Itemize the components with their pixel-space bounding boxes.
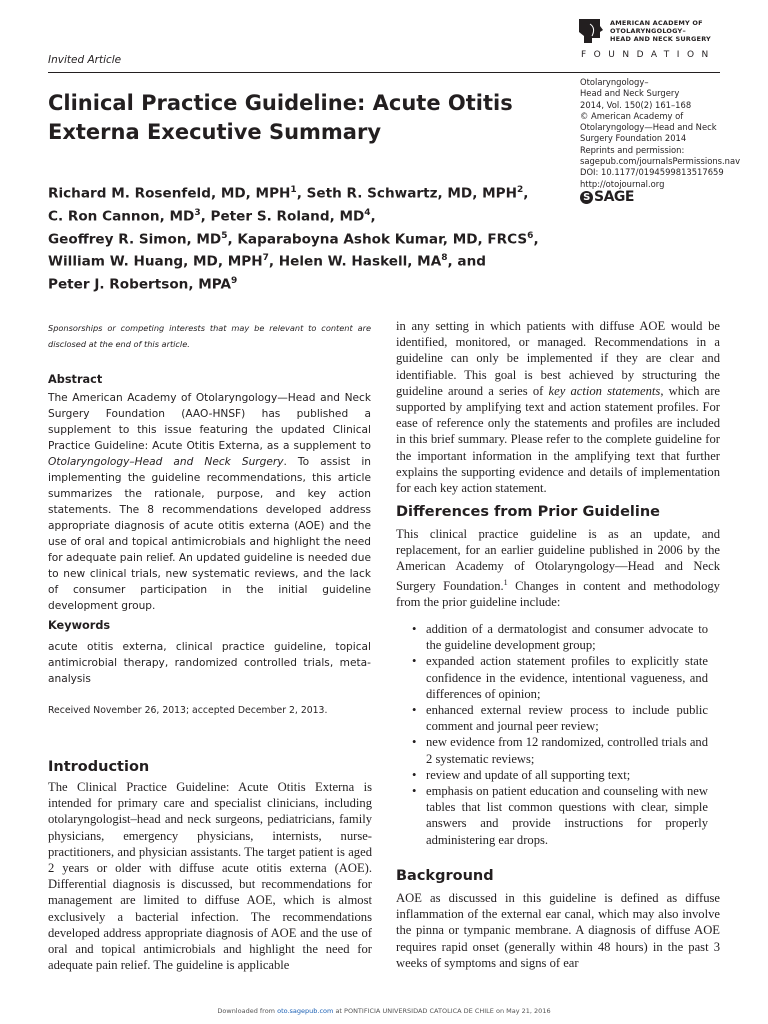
sage-s-icon: S <box>580 191 593 204</box>
background-heading: Background <box>396 868 494 884</box>
sage-name: SAGE <box>594 188 634 205</box>
emphasis-text: key action statements <box>548 383 661 398</box>
differences-text <box>396 526 720 610</box>
meta-line: Reprints and permission: <box>580 144 685 155</box>
article-title <box>48 89 568 147</box>
author: Kaparaboyna Ashok Kumar, MD, FRCS <box>237 231 528 248</box>
bullet-icon: • <box>412 703 417 718</box>
affiliation-ref: 7 <box>262 253 269 264</box>
author: Seth R. Schwartz, MD, MPH <box>306 185 517 202</box>
body-text-part: This clinical practice guideline is as an update, and replacement, for an earlier guideline published in 2006 by the American Academy of Otolaryngology—Head and Neck Surgery Foundation. <box>396 527 720 593</box>
bullet-icon: • <box>412 784 417 799</box>
logo-org-line: OTOLARYNGOLOGY– <box>610 27 686 35</box>
differences-heading: Differences from Prior Guideline <box>396 504 660 520</box>
affiliation-ref: 2 <box>516 185 524 195</box>
abstract-text-part: The American Academy of Otolaryngology—Head and Neck Surgery Foundation (AAO-HNSF) has published a supplement to this issue featuring the updated Clinical Practice Guideline: Acute Otitis Externa, as a supplement to <box>48 392 371 452</box>
permissions-link[interactable]: sagepub.com/journalsPermissions.nav <box>580 156 741 167</box>
author-sep: , <box>296 185 307 202</box>
meta-line: Surgery Foundation 2014 <box>580 133 687 144</box>
title-line: Clinical Practice Guideline: Acute Otitis <box>48 91 513 115</box>
download-footer <box>0 1007 768 1015</box>
aao-hnsf-logo <box>578 18 720 60</box>
background-text: AOE as discussed in this guideline is defined as diffuse inflammation of the external ear canal, which may also involve the pinna or tympanic membrane. A diagnosis of diffuse AOE requires rapid onset (generally within 48 hours) in the past 3 weeks of symptoms and signs of ear <box>396 891 720 970</box>
affiliation-ref: 5 <box>221 230 228 241</box>
reference-link[interactable]: 1 <box>503 577 508 587</box>
journal-metadata <box>580 77 741 205</box>
author-sep: , <box>370 208 376 225</box>
sagepub-link[interactable]: oto.sagepub.com <box>277 1007 334 1015</box>
body-text-part: , which are supported by amplifying text and action statement profiles. For ease of reference only the statements and profiles are included in this brief summary. Please refer to the complete guideline for the important information in the amplifying text that further explains the supporting evidence and details of implementation for each key action statement. <box>396 383 720 496</box>
bullet-icon: • <box>412 767 417 782</box>
meta-line: © American Academy of <box>580 110 684 121</box>
list-item <box>412 767 708 783</box>
logo-org-line: HEAD AND NECK SURGERY <box>610 35 711 43</box>
author-list <box>48 181 568 295</box>
list-item <box>412 702 708 734</box>
title-line: Externa Executive Summary <box>48 120 382 144</box>
list-item-text: review and update of all supporting text; <box>426 767 631 782</box>
author: C. Ron Cannon, MD <box>48 208 195 225</box>
footer-text: Downloaded from <box>217 1007 278 1015</box>
footer-text: at PONTIFICIA UNIVERSIDAD CATOLICA DE CHILE on May 21, 2016 <box>333 1007 551 1015</box>
introduction-text: The Clinical Practice Guideline: Acute Otitis Externa is intended for primary care and specialist clinicians, including otolaryngologist–head and neck surgeons, pediatricians, family physicians, emergency physicians, internists, nurse-practitioners, and physician assistants. The target patient is aged 2 years or older with diffuse acute otitis externa (AOE). Differential diagnosis is discussed, but recommendations for management are limited to diffuse AOE, which is almost exclusively a bacterial infection. The recommendations developed address appropriate diagnosis of AOE and the use of oral and topical antimicrobials and highlight the need for adequate pain relief. The guideline is applicable <box>48 780 372 973</box>
bullet-icon: • <box>412 654 417 669</box>
doi[interactable]: DOI: 10.1177/0194599813517659 <box>580 167 724 178</box>
bullet-icon: • <box>412 735 417 750</box>
keywords-heading: Keywords <box>48 619 111 632</box>
abstract-text <box>48 390 371 614</box>
author: William W. Huang, MD, MPH <box>48 254 263 271</box>
introduction-heading: Introduction <box>48 759 150 775</box>
list-item <box>412 653 708 702</box>
meta-line: Head and Neck Surgery <box>580 88 680 99</box>
list-item-text: addition of a dermatologist and consumer advocate to the guideline development group; <box>426 622 708 653</box>
author-sep: , <box>200 208 211 225</box>
keywords-text: acute otitis externa, clinical practice guideline, topical antimicrobial therapy, randomized controlled trials, meta-analysis <box>48 641 371 685</box>
list-item-text: expanded action statement profiles to explicitly state confidence in the evidence, intentional vagueness, and differences of opinion; <box>426 654 708 701</box>
body-text-part: in any setting in which patients with diffuse AOE would be identified, monitored, or managed. Recommendations in a guideline can only be implemented if they are clear and identifiable. This goal is best achieved by structuring the guideline around a series of <box>396 319 720 398</box>
header-rule <box>48 72 720 73</box>
list-item-text: emphasis on patient education and counseling with new tables that list common questions with clear, simple answers and provide instructions for properly administering ear drops. <box>426 784 708 847</box>
list-item-text: new evidence from 12 randomized, controlled trials and 2 systematic reviews; <box>426 735 708 766</box>
author-sep: , <box>523 185 529 202</box>
list-item <box>412 621 708 653</box>
abstract-text-part: . To assist in implementing the guideline recommendations, this article summarizes the rationale, purpose, and key action statements. The 8 recommendations developed address appropriate diagnosis of acute otitis externa (AOE) and the use of oral and topical antimicrobials and highlight the need for adequate pain relief. An updated guideline is needed due to new clinical trials, new systematic reviews, and the lack of consumer participation in the initial guideline development group. <box>48 456 371 612</box>
author-sep: , <box>533 231 539 248</box>
introduction-continuation <box>396 318 720 496</box>
affiliation-ref: 9 <box>231 276 238 287</box>
author-sep: , and <box>447 254 486 271</box>
bullet-icon: • <box>412 622 417 636</box>
article-type-label: Invited Article <box>48 54 122 66</box>
affiliation-ref: 1 <box>290 185 297 195</box>
author: Peter J. Robertson, MPA <box>48 276 232 293</box>
changes-list <box>412 621 708 848</box>
journal-name: Otolaryngology–Head and Neck Surgery <box>48 456 284 468</box>
affiliation-ref: 3 <box>194 207 201 218</box>
sage-logo <box>580 188 730 205</box>
meta-line: 2014, Vol. 150(2) 161–168 <box>580 99 692 110</box>
abstract-heading: Abstract <box>48 373 103 386</box>
affiliation-ref: 8 <box>441 253 448 264</box>
list-item-text: enhanced external review process to include public comment and journal peer review; <box>426 703 708 734</box>
logo-foundation: FOUNDATION <box>581 50 716 60</box>
meta-line: Otolaryngology—Head and Neck <box>580 122 717 133</box>
received-dates: Received November 26, 2013; accepted December 2, 2013. <box>48 705 328 716</box>
logo-org-line: AMERICAN ACADEMY OF <box>610 19 703 27</box>
journal-link[interactable]: http://otojournal.org <box>580 178 665 189</box>
meta-line: Otolaryngology– <box>580 77 649 87</box>
author-sep: , <box>227 231 238 248</box>
list-item <box>412 783 708 848</box>
affiliation-ref: 6 <box>527 230 534 241</box>
author: Richard M. Rosenfeld, MD, MPH <box>48 185 291 202</box>
head-profile-icon <box>578 18 604 44</box>
body-text-part: Changes in content and methodology from the prior guideline include: <box>396 578 720 609</box>
author: Geoffrey R. Simon, MD <box>48 231 222 248</box>
author: Peter S. Roland, MD <box>210 208 365 225</box>
affiliation-ref: 4 <box>364 207 371 218</box>
sponsorship-note: Sponsorships or competing interests that may be relevant to content are disclosed at the end of this article. <box>48 323 371 349</box>
list-item <box>412 734 708 766</box>
author: Helen W. Haskell, MA <box>278 254 442 271</box>
author-sep: , <box>268 254 279 271</box>
